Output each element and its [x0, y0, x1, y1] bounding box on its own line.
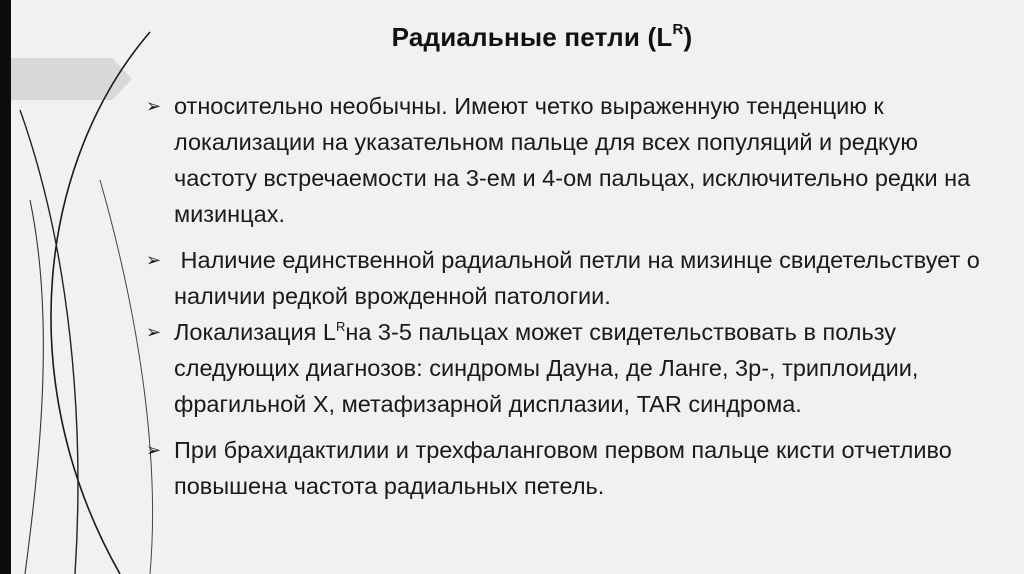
- arrow-bullet-icon: ➢: [146, 322, 162, 342]
- title-superscript: R: [672, 21, 684, 39]
- title-main: Радиальные петли (L: [391, 22, 673, 52]
- bullet-text: Наличие единственной радиальной петли на мизинце свидетельствует о наличии редкой врожденной патологии.: [174, 247, 987, 309]
- bullet-text: относительно необычны. Имеют четко выраженную тенденцию к локализации на указательном пальце для всех популяций и редкую частоту встречаемости на 3-ем и 4-ом пальцах, исключительно редки на мизинцах.: [174, 93, 971, 227]
- bullet-text-post: на 3-5 пальцах может свидетельствовать в пользу следующих диагнозов: синдромы Дауна, де Ланге, 3р-, триплоидии, фрагильной X, метафизарной дисплазии, TAR синдрома.: [174, 319, 919, 417]
- bullet-superscript: R: [335, 319, 346, 334]
- list-item: [146, 242, 996, 314]
- bullet-text: При брахидактилии и трехфаланговом первом пальце кисти отчетливо повышена частота радиальных петель.: [174, 437, 952, 499]
- list-item: [146, 432, 996, 504]
- bullet-list: [146, 88, 996, 514]
- curve-line: [100, 180, 153, 574]
- arrow-bullet-icon: ➢: [146, 96, 162, 116]
- arrow-bullet-icon: ➢: [146, 250, 162, 270]
- page-title: [0, 22, 1024, 53]
- bullet-text-pre: Локализация L: [174, 319, 336, 345]
- title-end: ): [683, 22, 693, 52]
- list-item: [146, 88, 996, 232]
- title-band-shape: [11, 58, 132, 100]
- curve-line: [25, 200, 43, 574]
- list-item: [146, 314, 996, 422]
- curve-line: [20, 110, 78, 574]
- arrow-bullet-icon: ➢: [146, 440, 162, 460]
- bullet-text: [174, 314, 996, 422]
